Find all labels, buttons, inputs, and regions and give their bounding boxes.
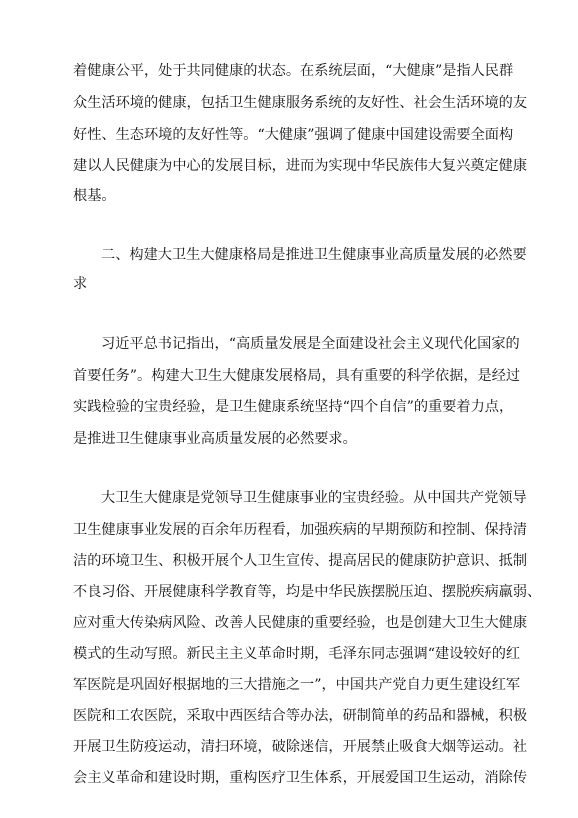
body-text-line: 军医院是巩固好根据地的三大措施之一”，中国共产党自力更生建设红军 xyxy=(73,677,521,693)
body-text-line: 医院和工农医院，采取中西医结合等办法，研制简单的药品和器械，积极 xyxy=(73,708,528,724)
section-heading-line: 二、构建大卫生大健康格局是推进卫生健康事业高质量发展的必然要 xyxy=(101,247,527,263)
body-text-line: 习近平总书记指出，“高质量发展是全面建设社会主义现代化国家的 xyxy=(101,336,520,352)
body-text-line: 实践检验的宝贵经验，是卫生健康系统坚持“四个自信”的重要着力点， xyxy=(73,399,514,415)
body-text-line: 好性、生态环境的友好性等。“大健康”强调了健康中国建设需要全面构 xyxy=(73,127,514,143)
body-text-line: 卫生健康事业发展的百余年历程看，加强疾病的早期预防和控制、保持清 xyxy=(73,522,528,538)
body-text-line: 模式的生动写照。新民主主义革命时期，毛泽东同志强调“建设较好的红 xyxy=(73,646,521,662)
body-text-line: 建以人民健康为中心的发展目标，进而为实现中华民族伟大复兴奠定健康 xyxy=(73,158,528,174)
body-text-line: 是推进卫生健康事业高质量发展的必然要求。 xyxy=(73,431,357,447)
body-text-line: 会主义革命和建设时期，重构医疗卫生体系，开展爱国卫生运动，消除传 xyxy=(73,770,528,786)
body-text-line: 开展卫生防疫运动，清扫环境，破除迷信，开展禁止吸食大烟等运动。社 xyxy=(73,739,528,755)
body-text-line: 首要任务”。构建大卫生大健康发展格局，具有重要的科学依据，是经过 xyxy=(73,368,521,384)
body-text-line: 不良习俗、开展健康科学教育等，均是中华民族摆脱压迫、摆脱疾病羸弱、 xyxy=(73,584,542,600)
body-text-line: 洁的环境卫生、积极开展个人卫生宣传、提高居民的健康防护意识、抵制 xyxy=(73,553,528,569)
body-text-line: 应对重大传染病风险、改善人民健康的重要经验，也是创建大卫生大健康 xyxy=(73,615,528,631)
section-heading-line: 求 xyxy=(73,276,88,292)
body-text-line: 着健康公平，处于共同健康的状态。在系统层面，“大健康”是指人民群 xyxy=(73,63,514,79)
body-text-line: 大卫生大健康是党领导卫生健康事业的宝贵经验。从中国共产党领导 xyxy=(101,490,527,506)
body-text-line: 根基。 xyxy=(73,188,116,204)
body-text-line: 众生活环境的健康，包括卫生健康服务系统的友好性、社会生活环境的友 xyxy=(73,95,528,111)
